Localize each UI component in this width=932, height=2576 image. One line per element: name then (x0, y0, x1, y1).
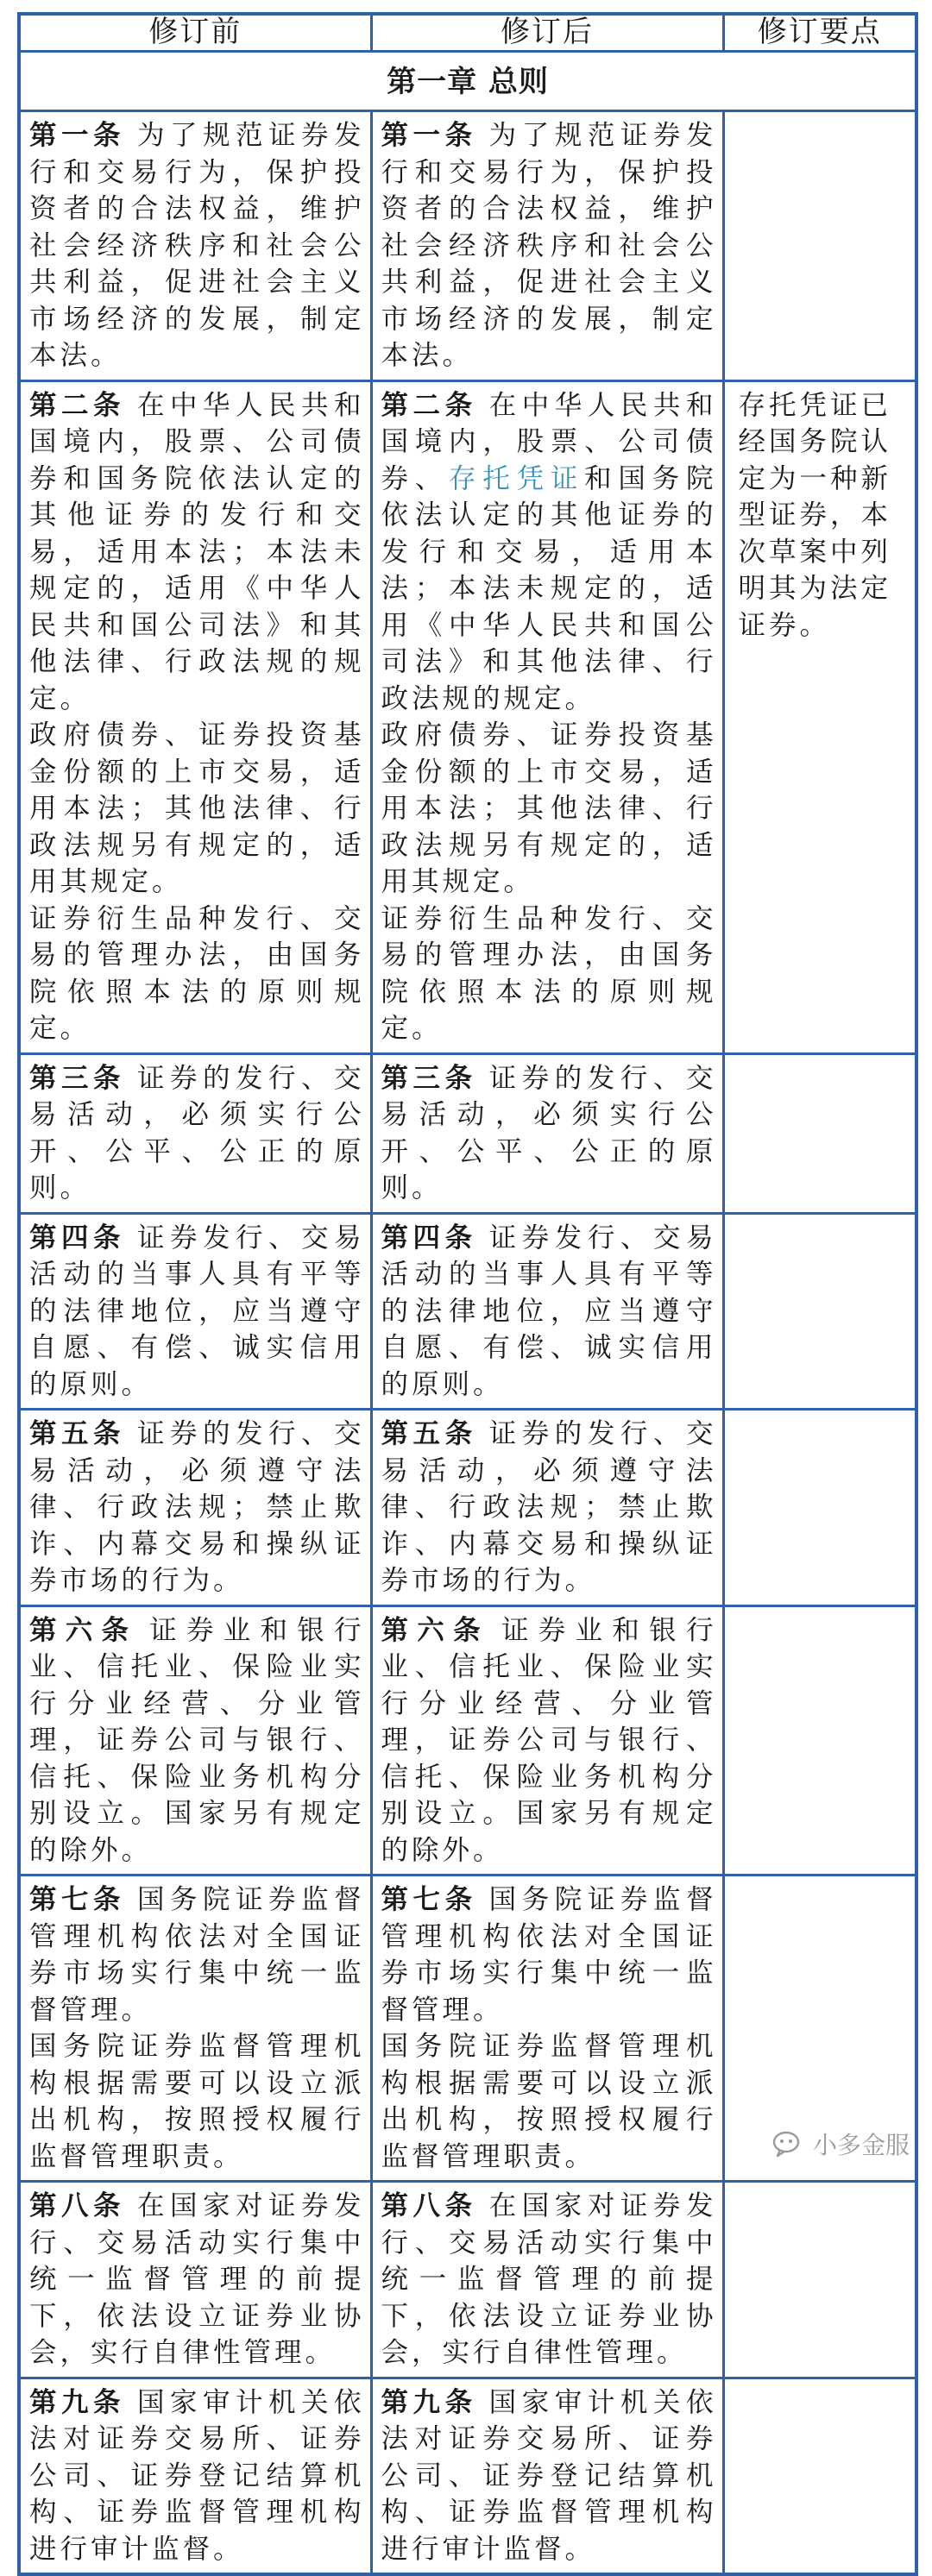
revision-comparison-table (17, 12, 918, 2576)
article-paragraph (29, 1220, 365, 1404)
article-number: 第一条 (381, 120, 477, 151)
revision-note (723, 2378, 916, 2574)
cell-before-revision (19, 1605, 371, 1875)
article-text: 和国务院依法认定的其他证券的发行和交易，适用本法；本法未规定的，适用《中华人民共和国公司法》和其他法律、行政法规的规定。 (381, 462, 717, 714)
cell-after-revision (371, 1213, 723, 1410)
article-text: 证券发行、交易活动的当事人具有平等的法律地位，应当遵守自愿、有偿、诚实信用的原则。 (381, 1222, 717, 1400)
revision-note (723, 1605, 916, 1875)
header-notes: 修订要点 (723, 14, 916, 52)
article-number: 第九条 (29, 2386, 125, 2418)
article-text: 证券业和银行业、信托业、保险业实行分业经营、分业管理，证券公司与银行、信托、保险业务机构分别设立。国家另有规定的除外。 (29, 1614, 365, 1866)
revision-note (723, 2182, 916, 2378)
header-before: 修订前 (19, 14, 371, 52)
table-row (19, 2378, 916, 2574)
cell-after-revision (371, 2378, 723, 2574)
header-after: 修订后 (371, 14, 723, 52)
table-row (19, 111, 916, 381)
article-paragraph (381, 2384, 717, 2568)
chapter-title: 第一章 总则 (19, 52, 916, 111)
article-number: 第五条 (381, 1418, 477, 1449)
article-text: 证券业和银行业、信托业、保险业实行分业经营、分业管理，证券公司与银行、信托、保险业务机构分别设立。国家另有规定的除外。 (381, 1614, 717, 1866)
article-paragraph (29, 1882, 365, 2028)
table-row (19, 380, 916, 1053)
table-body (19, 52, 916, 2575)
article-text: 政府债券、证券投资基金份额的上市交易，适用本法；其他法律、行政法规另有规定的，适用其规定。 (29, 719, 365, 897)
article-paragraph (29, 1060, 365, 1207)
article-paragraph (29, 2384, 365, 2568)
article-paragraph (381, 1220, 717, 1404)
article-text: 为了规范证券发行和交易行为，保护投资者的合法权益，维护社会经济秩序和社会公共利益，促进社会主义市场经济的发展，制定本法。 (381, 120, 717, 371)
cell-after-revision (371, 380, 723, 1053)
article-text: 证券发行、交易活动的当事人具有平等的法律地位，应当遵守自愿、有偿、诚实信用的原则。 (29, 1222, 365, 1400)
article-paragraph (29, 717, 365, 901)
table-row (19, 2182, 916, 2378)
article-text: 在中华人民共和国境内，股票、公司债券和国务院依法认定的其他证券的发行和交易，适用本法；本法未规定的，适用《中华人民共和国公司法》和其他法律、行政法规的规定。 (29, 389, 365, 714)
cell-after-revision (371, 2182, 723, 2378)
article-text: 国务院证券监督管理机构依法对全国证券市场实行集中统一监督管理。 (29, 1884, 365, 2026)
table-header-row (19, 14, 916, 52)
article-paragraph (29, 1416, 365, 1599)
table-row (19, 1053, 916, 1213)
article-text: 政府债券、证券投资基金份额的上市交易，适用本法；其他法律、行政法规另有规定的，适用其规定。 (381, 719, 717, 897)
revision-note: 存托凭证已经国务院认定为一种新型证券，本次草案中列明其为法定证券。 (723, 380, 916, 1053)
revision-note (723, 1410, 916, 1606)
comparison-document (17, 12, 915, 2576)
article-text: 在国家对证券发行、交易活动实行集中统一监督管理的前提下，依法设立证券业协会，实行自律性管理。 (29, 2190, 365, 2368)
table-row (19, 1605, 916, 1875)
cell-after-revision (371, 1053, 723, 1213)
cell-before-revision (19, 1410, 371, 1606)
article-paragraph (381, 1612, 717, 1869)
revision-note (723, 111, 916, 381)
article-paragraph (381, 117, 717, 374)
article-paragraph (29, 1612, 365, 1869)
watermark (771, 2127, 910, 2161)
article-text: 国务院证券监督管理机构依法对全国证券市场实行集中统一监督管理。 (381, 1884, 717, 2026)
article-number: 第八条 (381, 2190, 477, 2221)
article-paragraph (29, 2028, 365, 2175)
article-paragraph (381, 717, 717, 901)
cell-after-revision (371, 1410, 723, 1606)
inserted-text-highlight: 存托凭证 (449, 462, 585, 494)
cell-before-revision (19, 2182, 371, 2378)
article-paragraph (381, 2028, 717, 2175)
article-text: 国务院证券监督管理机构根据需要可以设立派出机构，按照授权履行监督管理职责。 (29, 2031, 365, 2172)
table-row (19, 1213, 916, 1410)
article-text: 证券的发行、交易活动，必须实行公开、公平、公正的原则。 (29, 1062, 365, 1203)
article-text: 在国家对证券发行、交易活动实行集中统一监督管理的前提下，依法设立证券业协会，实行自律性管理。 (381, 2190, 717, 2368)
article-number: 第七条 (381, 1884, 477, 1915)
article-text: 证券的发行、交易活动，必须遵守法律、行政法规；禁止欺诈、内幕交易和操纵证券市场的行为。 (29, 1418, 365, 1596)
article-number: 第九条 (381, 2386, 477, 2418)
article-number: 第三条 (29, 1062, 125, 1094)
article-number: 第一条 (29, 120, 125, 151)
article-paragraph (381, 2188, 717, 2372)
article-number: 第五条 (29, 1418, 125, 1449)
article-number: 第七条 (29, 1884, 125, 1915)
article-text: 国家审计机关依法对证券交易所、证券公司、证券登记结算机构、证券监督管理机构进行审计监督。 (29, 2386, 365, 2565)
wechat-official-account-icon (771, 2129, 806, 2158)
article-text: 证券的发行、交易活动，必须实行公开、公平、公正的原则。 (381, 1062, 717, 1203)
article-paragraph (381, 1416, 717, 1599)
article-number: 第二条 (381, 389, 477, 421)
cell-before-revision (19, 1875, 371, 2182)
article-paragraph (29, 117, 365, 374)
article-text: 证券衍生品种发行、交易的管理办法，由国务院依照本法的原则规定。 (381, 902, 717, 1044)
article-paragraph (29, 387, 365, 718)
article-number: 第四条 (29, 1222, 125, 1253)
article-number: 第二条 (29, 389, 125, 421)
article-text: 为了规范证券发行和交易行为，保护投资者的合法权益，维护社会经济秩序和社会公共利益，促进社会主义市场经济的发展，制定本法。 (29, 120, 365, 371)
article-paragraph (29, 2188, 365, 2372)
article-paragraph (381, 387, 717, 718)
cell-before-revision (19, 1213, 371, 1410)
article-paragraph (381, 1882, 717, 2028)
cell-after-revision (371, 1875, 723, 2182)
article-paragraph (381, 901, 717, 1047)
article-number: 第三条 (381, 1062, 477, 1094)
article-text: 证券衍生品种发行、交易的管理办法，由国务院依照本法的原则规定。 (29, 902, 365, 1044)
article-paragraph (29, 901, 365, 1047)
cell-before-revision (19, 380, 371, 1053)
watermark-text: 小多金服 (812, 2131, 910, 2159)
cell-after-revision (371, 111, 723, 381)
cell-before-revision (19, 111, 371, 381)
article-text: 国务院证券监督管理机构根据需要可以设立派出机构，按照授权履行监督管理职责。 (381, 2031, 717, 2172)
article-number: 第六条 (381, 1614, 489, 1646)
cell-before-revision (19, 1053, 371, 1213)
revision-note (723, 1053, 916, 1213)
article-text: 证券的发行、交易活动，必须遵守法律、行政法规；禁止欺诈、内幕交易和操纵证券市场的行为。 (381, 1418, 717, 1596)
cell-before-revision (19, 2378, 371, 2574)
revision-note (723, 1213, 916, 1410)
article-text: 在中华人民共和国境内，股票、公司债券、 (381, 389, 717, 494)
article-number: 第六条 (29, 1614, 138, 1646)
article-number: 第四条 (381, 1222, 477, 1253)
chapter-row (19, 52, 916, 111)
table-row (19, 1410, 916, 1606)
article-number: 第八条 (29, 2190, 125, 2221)
cell-after-revision (371, 1605, 723, 1875)
article-paragraph (381, 1060, 717, 1207)
article-text: 国家审计机关依法对证券交易所、证券公司、证券登记结算机构、证券监督管理机构进行审计监督。 (381, 2386, 717, 2565)
